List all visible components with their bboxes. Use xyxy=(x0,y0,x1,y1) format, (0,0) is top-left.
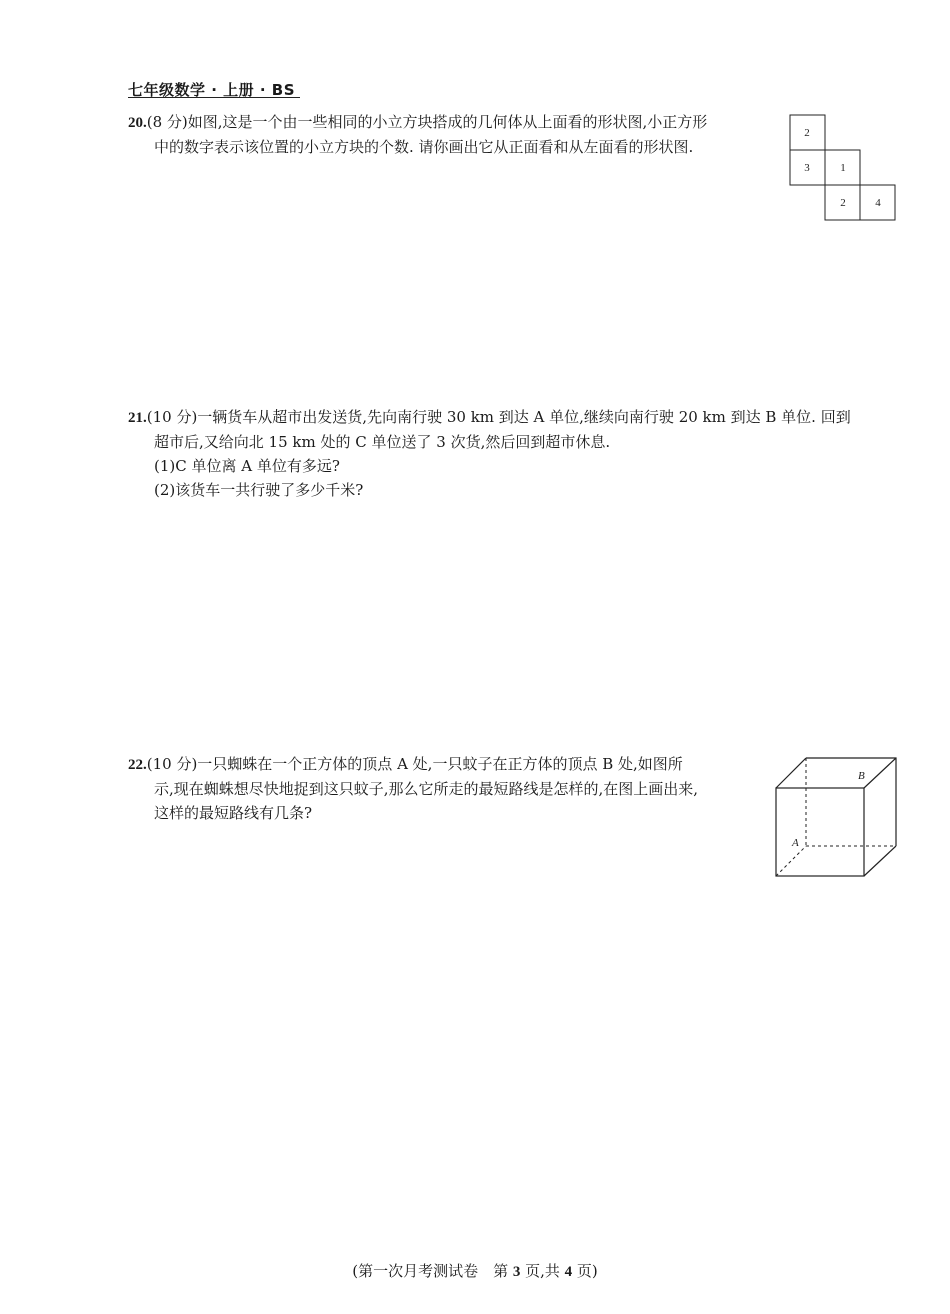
cube-edge-bottom-right xyxy=(864,846,896,876)
vertex-label-b: B xyxy=(858,770,865,782)
top-view-grid-figure xyxy=(789,114,899,222)
question-21-sub-2: (2)该货车一共行驶了多少千米? xyxy=(154,481,364,499)
cube-edge-top-right xyxy=(864,758,896,788)
question-22 xyxy=(128,752,698,825)
question-20-line-2: 中的数字表示该位置的小立方块的个数. 请你画出它从正面看和从左面看的形状图. xyxy=(154,138,694,156)
cube-edge-top-left xyxy=(776,758,806,788)
cube-figure xyxy=(773,754,899,878)
cube-hidden-edge-diagonal xyxy=(776,846,806,876)
grid-value-r3c2: 2 xyxy=(840,197,846,209)
question-22-line-1: (10 分)一只蜘蛛在一个正方体的顶点 A 处,一只蚊子在正方体的顶点 B 处,如图所 xyxy=(146,755,683,773)
question-20-number: 20. xyxy=(128,115,147,131)
question-21 xyxy=(128,405,851,502)
question-22-line-3: 这样的最短路线有几条? xyxy=(154,804,313,822)
question-22-number: 22. xyxy=(128,757,147,773)
grid-value-r2c1: 3 xyxy=(804,162,810,174)
page-header: 七年级数学 · 上册 · BS xyxy=(128,81,296,99)
question-22-line-2: 示,现在蜘蛛想尽快地捉到这只蚊子,那么它所走的最短路线是怎样的,在图上画出来, xyxy=(154,780,699,798)
question-20 xyxy=(128,110,707,159)
page-footer: (第一次月考测试卷 第 3 页,共 4 页) xyxy=(352,1262,598,1280)
grid-value-r3c3: 4 xyxy=(875,197,881,209)
grid-value-r2c2: 1 xyxy=(840,162,846,174)
vertex-label-a: A xyxy=(792,837,799,849)
total-pages-number: 4 xyxy=(564,1264,573,1280)
question-21-line-1: (10 分)一辆货车从超市出发送货,先向南行驶 30 km 到达 A 单位,继续向南行驶 20 km 到达 B 单位. 回到 xyxy=(146,408,851,426)
question-20-line-1: (8 分)如图,这是一个由一些相同的小立方块搭成的几何体从上面看的形状图,小正方形 xyxy=(146,113,708,131)
current-page-number: 3 xyxy=(512,1264,521,1280)
question-21-number: 21. xyxy=(128,410,147,426)
question-21-sub-1: (1)C 单位离 A 单位有多远? xyxy=(154,457,340,475)
grid-value-r1c1: 2 xyxy=(804,127,810,139)
question-21-line-2: 超市后,又给向北 15 km 处的 C 单位送了 3 次货,然后回到超市休息. xyxy=(154,433,611,451)
header-underline xyxy=(128,97,300,98)
